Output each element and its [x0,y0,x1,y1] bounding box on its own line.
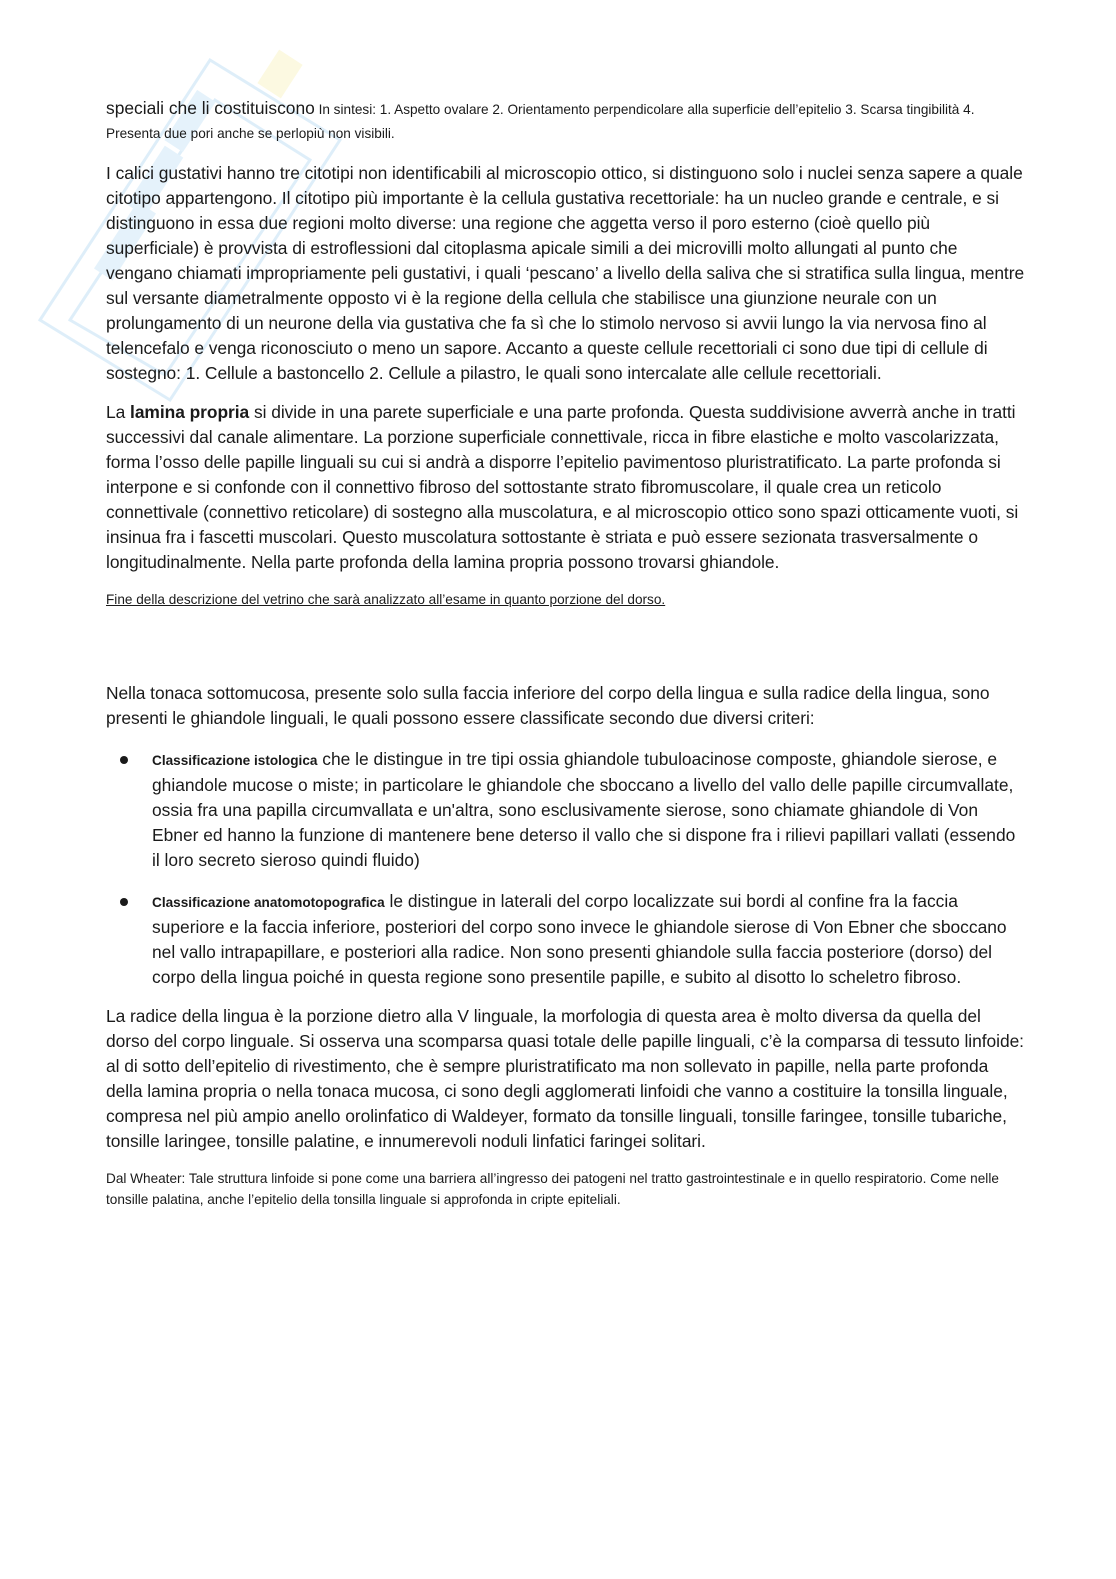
slide-description-note: Fine della descrizione del vetrino che sarà analizzato all’esame in quanto porzione del dorso. [106,592,666,607]
submucosa-paragraph: Nella tonaca sottomucosa, presente solo sulla faccia inferiore del corpo della lingua e sulla radice della lingua, sono presenti le ghiandole linguali, le quali possono essere classificate secondo due diversi criteri: [106,683,990,728]
summary-lead: speciali che li costituiscono [106,98,315,118]
classification-title: Classificazione anatomotopografica [152,895,385,910]
lamina-propria-paragraph [106,400,1026,575]
classification-text: le distingue in laterali del corpo localizzate sui bordi al confine fra la faccia superiore e la faccia inferiore, posteriori del corpo sono invece le ghiandole sierose di Von Ebner che sboccano nel vallo intrapapillare, e posteriori alla radice. Non sono presenti ghiandole sulla faccia posteriore (dorso) del corpo della lingua poiché in questa regione sono presentile papille, e subito al disotto lo scheletro fibroso. [152,891,1007,987]
classification-text: che le distingue in tre tipi ossia ghiandole tubuloacinose composte, ghiandole sierose, e ghiandole mucose o miste; in particolare le ghiandole che sboccano a livello del vallo delle papille circumvallate, ossia fra una papilla circumvallata e un'altra, sono esclusivamente sierose, sono chiamate ghiandole di Von Ebner ed hanno la funzione di mantenere bene deterso il vallo che si dispone fra i rilievi papillari vallati (essendo il loro secreto sieroso quindi fluido) [152,749,1016,870]
bullet-icon [120,756,128,764]
list-item [106,747,1026,873]
lamina-pre: La [106,402,131,422]
lamina-rest: si divide in una parete superficiale e una parte profonda. Questa suddivisione avverrà anche in tratti successivi dal canale alimentare. La porzione superficiale connettivale, ricca in fibre elastiche e molto vascolarizzata, forma l’osso delle papille linguali su cui si andrà a disporre l’epitelio pavimentoso pluristratificato. La parte profonda si interpone e si confonde con il connettivo fibroso del sottostante strato fibromuscolare, il quale crea un reticolo connettivale (connettivo reticolare) di sostegno alla muscolatura, e al microscopio ottico sono spazi otticamente vuoti, si insinua fra i fascetti muscolari. Questo muscolatura sottostante è striata e può essere sezionata trasversalmente o longitudinalmente. Nella parte profonda della lamina propria possono trovarsi ghiandole. [106,402,1019,572]
gustatory-calyx-paragraph: I calici gustativi hanno tre citotipi non identificabili al microscopio ottico, si distinguono solo i nuclei senza sapere a quale citotipo appartengono. Il citotipo più importante è la cellula gustativa recettoriale: ha un nucleo grande e centrale, e si distinguono in essa due regioni molto diverse: una regione che aggetta verso il poro esterno (cioè quello più superficiale) è provvista di estroflessioni dal citoplasma apicale simili a dei microvilli molto allungati al punto che vengano chiamati impropriamente peli gustativi, i quali ‘pescano’ a livello della saliva che si stratifica sulla lingua, mentre sul versante diametralmente opposto vi è la regione della cellula che stabilisce una giunzione neurale con un prolungamento di un neurone della via gustativa che fa sì che lo stimolo nervoso si avvii lungo la via nervosa fino al telencefalo e venga riconosciuto o meno un sapore. Accanto a queste cellule recettoriali ci sono due tipi di cellule di sostegno: 1. Cellule a bastoncello 2. Cellule a pilastro, le quali sono intercalate alle cellule recettoriali. [106,163,1025,383]
document-content [106,97,1026,1210]
wheater-quote: Dal Wheater: Tale struttura linfoide si pone come una barriera all’ingresso dei patogeni nel tratto gastrointestinale e in quello respiratorio. Come nelle tonsille palatina, anche l’epitelio della tonsilla linguale si approfonda in cripte epiteliali. [106,1171,999,1207]
summary-synthesis: In sintesi: 1. Aspetto ovalare 2. Orientamento perpendicolare alla superficie dell’epitelio 3. Scarsa tingibilità 4. Presenta due pori anche se perlopiù non visibili. [106,102,975,141]
list-item [106,889,1026,990]
classification-title: Classificazione istologica [152,753,318,768]
bullet-icon [120,898,128,906]
tongue-root-paragraph: La radice della lingua è la porzione dietro alla V linguale, la morfologia di questa area è molto diversa da quella del dorso del corpo linguale. Si osserva una scomparsa quasi totale delle papille linguali, c’è la comparsa di tessuto linfoide: al di sotto dell’epitelio di rivestimento, che è sempre pluristratificato ma non sollevato in papille, nella parte profonda della lamina propria o nella tonaca mucosa, ci sono degli agglomerati linfoidi che vanno a costituire la tonsilla linguale, compresa nel più ampio anello orolinfatico di Waldeyer, formato da tonsille linguali, tonsille faringee, tonsille tubariche, tonsille laringee, tonsille palatine, e innumerevoli noduli linfatici faringei solitari. [106,1006,1024,1151]
gland-classification-list [106,747,1026,990]
summary-paragraph [106,97,1026,145]
lamina-propria-term: lamina propria [130,402,250,422]
